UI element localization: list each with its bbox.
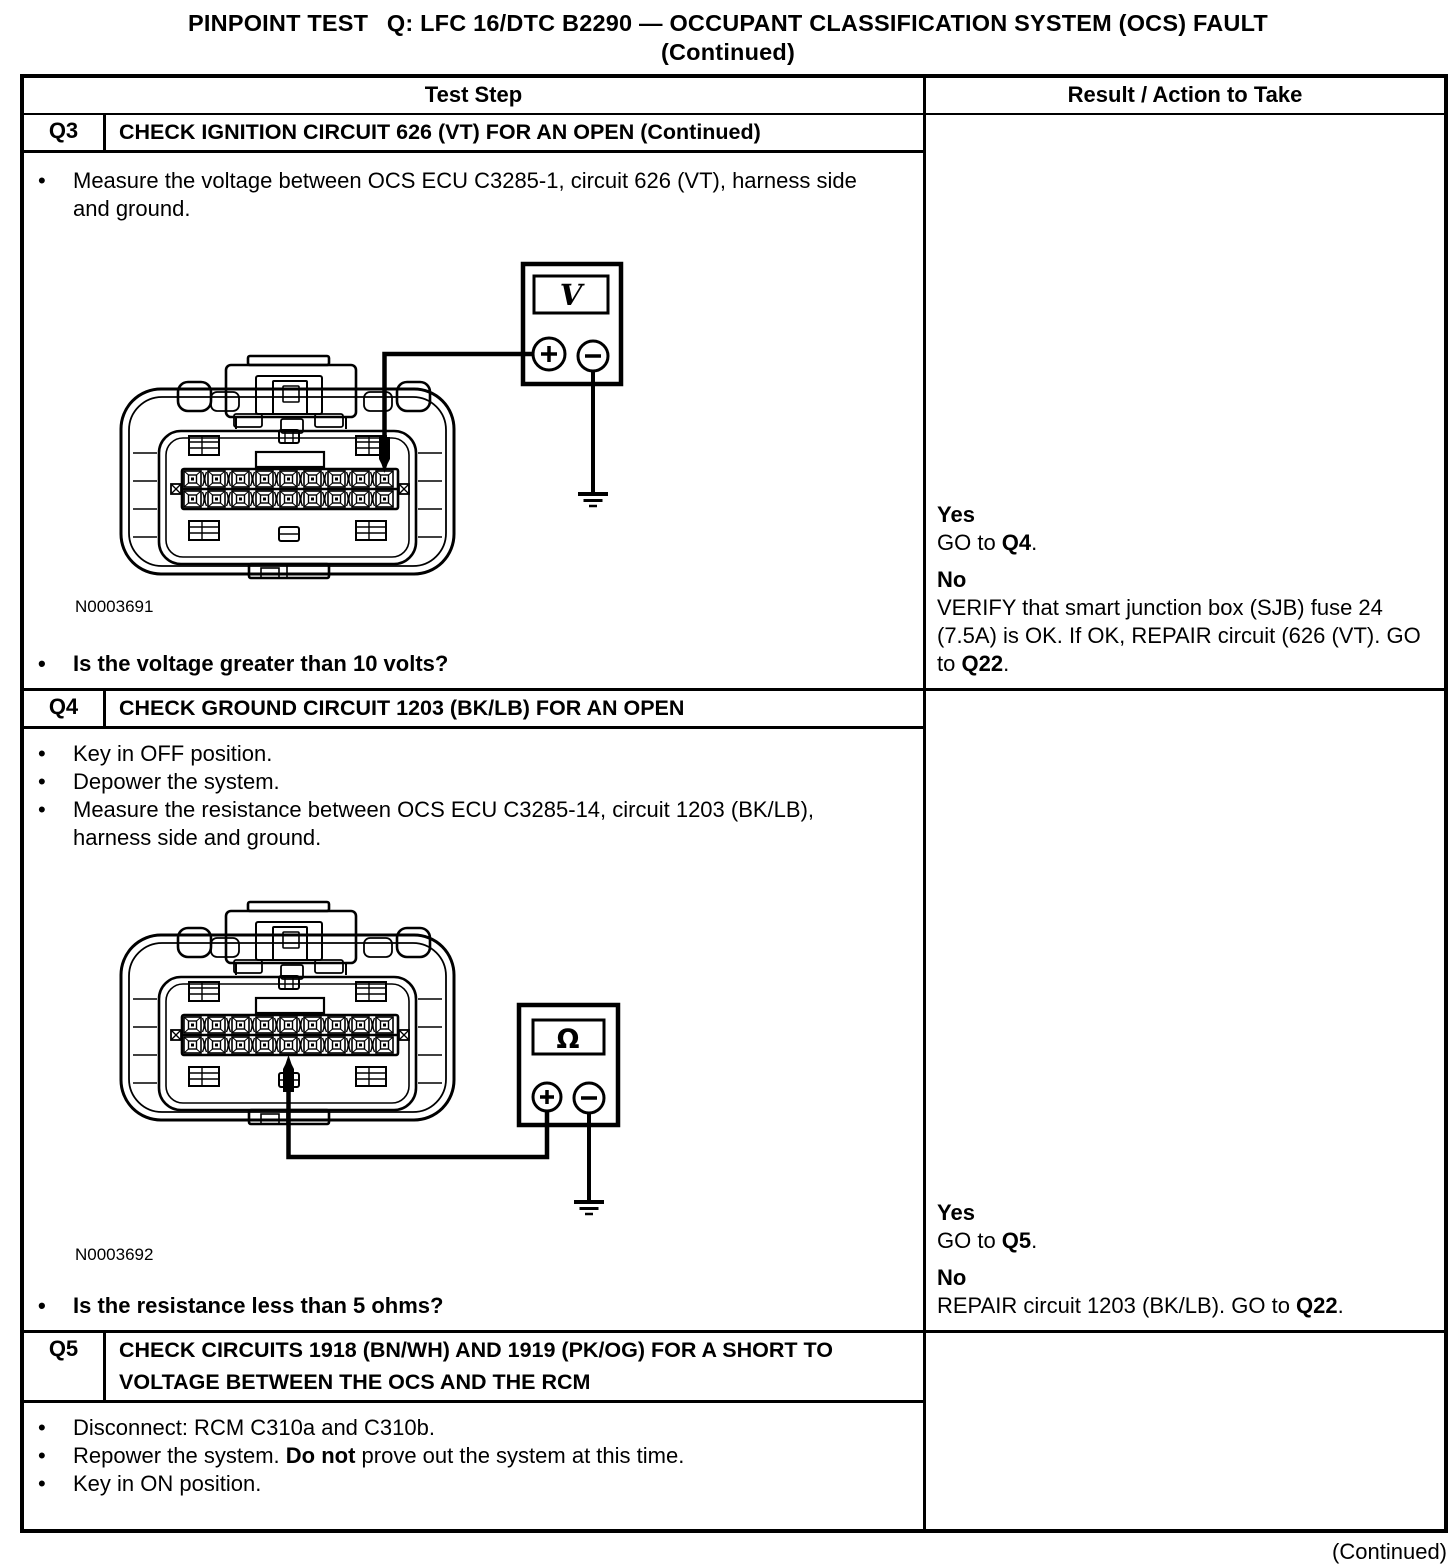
result-yes-action: GO to Q5. <box>937 1228 1038 1253</box>
step-question: • Is the resistance less than 5 ohms? <box>24 1292 887 1320</box>
step-number: Q3 <box>24 115 106 150</box>
connector-figure-q3 <box>71 256 887 618</box>
connector-face <box>121 356 454 578</box>
instruction-list <box>24 167 887 223</box>
page-title <box>0 0 1456 67</box>
step-title: CHECK CIRCUITS 1918 (BN/WH) AND 1919 (PK/OG) FOR A SHORT TO VOLTAGE BETWEEN THE OCS AND THE RCM <box>119 1338 833 1394</box>
connector-figure-q4 <box>71 892 887 1266</box>
step-header-q3 <box>24 115 923 153</box>
result-no-label: No <box>937 1265 967 1290</box>
step-header-q5 <box>24 1333 923 1403</box>
test-step-cell-q3 <box>24 115 923 688</box>
resistance-test-diagram <box>71 892 631 1266</box>
step-question: • Is the voltage greater than 10 volts? <box>24 650 887 678</box>
result-yes-label: Yes <box>937 1200 975 1225</box>
column-header-test-step: Test Step <box>424 82 523 107</box>
result-yes-action: GO to Q4. <box>937 530 1038 555</box>
page-title-line1: PINPOINT TEST Q: LFC 16/DTC B2290 — OCCUPANT CLASSIFICATION SYSTEM (OCS) FAULT <box>188 10 1268 36</box>
result-cell-q4 <box>923 691 1444 1330</box>
list-item: • Key in OFF position. <box>24 740 887 768</box>
meter-function-label: V <box>559 278 583 312</box>
list-item: • Disconnect: RCM C310a and C310b. <box>24 1414 887 1442</box>
result-no-label: No <box>937 567 967 592</box>
result-no-action: VERIFY that smart junction box (SJB) fuse 24 (7.5A) is OK. If OK, REPAIR circuit (626 (VT). GO to Q22. <box>937 595 1421 676</box>
list-item: • Depower the system. <box>24 768 887 796</box>
result-no-action: REPAIR circuit 1203 (BK/LB). GO to Q22. <box>937 1293 1344 1318</box>
test-step-cell-q4 <box>24 691 923 1330</box>
figure-reference: N0003692 <box>75 1245 154 1264</box>
result-cell-q5 <box>923 1333 1444 1529</box>
step-header-q4 <box>24 691 923 729</box>
page-title-line2: (Continued) <box>660 39 796 65</box>
list-item: • Measure the resistance between OCS ECU C3285-14, circuit 1203 (BK/LB), harness side and ground. <box>24 796 887 852</box>
table-header-row <box>24 78 1444 115</box>
ground-symbol <box>578 371 608 506</box>
instruction-list <box>24 740 887 852</box>
table-row-q4 <box>24 688 1444 1330</box>
question-list <box>24 650 887 678</box>
figure-reference: N0003691 <box>75 597 154 616</box>
ground-symbol <box>574 1113 604 1214</box>
voltmeter-icon <box>523 264 621 384</box>
test-probe <box>283 1055 294 1092</box>
step-content-q5 <box>24 1403 923 1529</box>
continued-footer: (Continued) <box>1332 1539 1447 1564</box>
ohmmeter-icon <box>519 1005 618 1125</box>
question-list <box>24 1292 887 1320</box>
instruction-list <box>24 1414 887 1498</box>
step-number: Q5 <box>24 1333 106 1400</box>
table-row-q3 <box>24 115 1444 688</box>
minus-terminal-icon <box>578 341 608 371</box>
pinpoint-test-table <box>20 74 1448 1533</box>
step-content-q4 <box>24 729 923 1330</box>
step-title: CHECK IGNITION CIRCUIT 626 (VT) FOR AN OPEN (Continued) <box>119 120 761 144</box>
step-title: CHECK GROUND CIRCUIT 1203 (BK/LB) FOR AN OPEN <box>119 696 685 720</box>
result-cell-q3 <box>923 115 1444 688</box>
result-yes-label: Yes <box>937 502 975 527</box>
plus-terminal-icon <box>533 338 565 370</box>
meter-function-label: Ω <box>556 1024 580 1055</box>
column-header-result: Result / Action to Take <box>923 78 1444 113</box>
test-probe <box>379 437 390 473</box>
table-row-q5 <box>24 1330 1444 1529</box>
test-step-cell-q5 <box>24 1333 923 1529</box>
list-item: • Repower the system. Do not prove out the system at this time. <box>24 1442 887 1470</box>
minus-terminal-icon <box>574 1083 604 1113</box>
voltage-test-diagram <box>71 256 631 618</box>
step-content-q3 <box>24 153 923 688</box>
positive-lead-wire <box>385 354 534 437</box>
list-item: • Key in ON position. <box>24 1470 887 1498</box>
step-number: Q4 <box>24 691 106 726</box>
list-item: • Measure the voltage between OCS ECU C3285-1, circuit 626 (VT), harness side and ground. <box>24 167 887 223</box>
plus-terminal-icon <box>533 1083 561 1111</box>
